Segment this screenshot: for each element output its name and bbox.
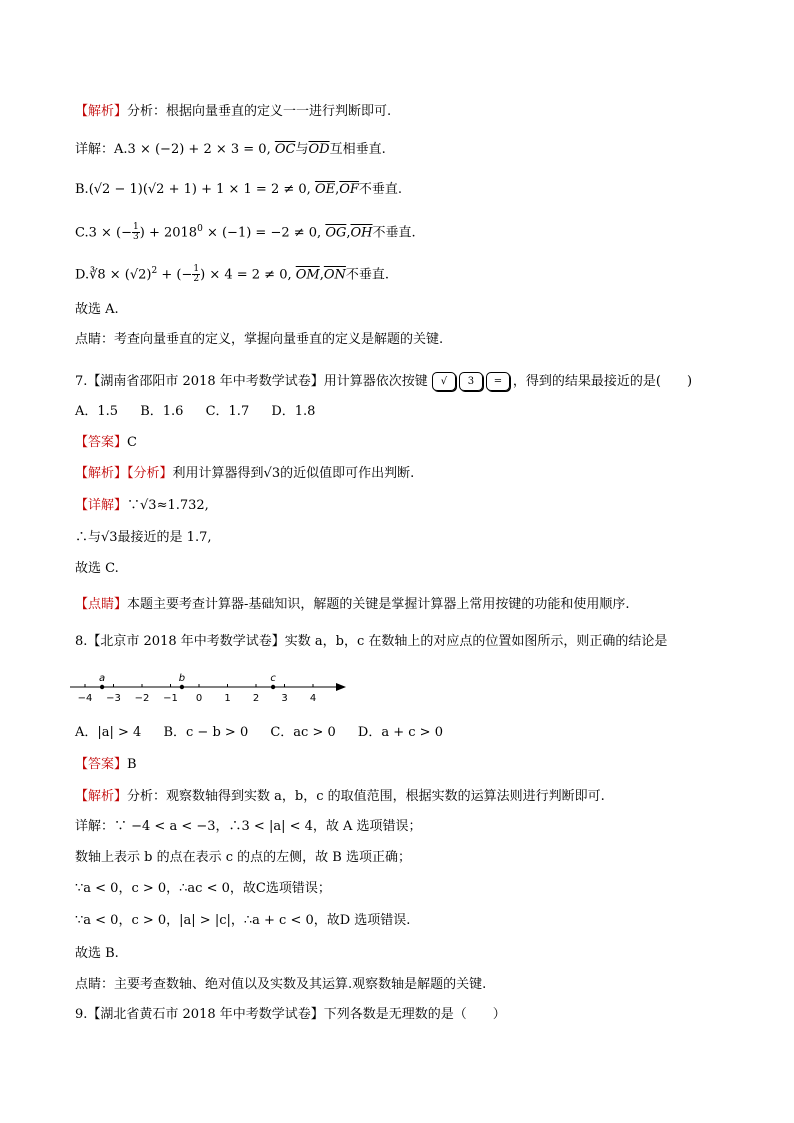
- q6-d-frac-den: 2: [193, 274, 200, 285]
- q6-detail-c: C.3 × (− $\frac{1}{3}$ ) + $2018^0 \times (-1) = -2 \ne 0$, $\overline{OG},\overline{OH}$不垂直.: [75, 222, 416, 243]
- q6-d-vector-2: $\overline{ON}$: [323, 267, 346, 283]
- q6-detail-b: B.(√2 − 1)(√2 + 1) + 1 × 1 = 2 ≠ 0, $\overline{OE},\overline{OF}$不垂直.: [75, 182, 403, 197]
- q6-detail-a: [75, 141, 386, 159]
- q6-c-frac-num: 1: [133, 222, 139, 233]
- q8-detail-2: 数轴上表示 b 的点在表示 c 的点的左侧，故 B 选项正确；: [75, 850, 411, 865]
- q8-answer-tag: 【答案】: [75, 757, 128, 772]
- q8-detail-3: ∵a < 0，c > 0，∴ac < 0，故C选项错误；: [75, 881, 331, 896]
- q7-jiexi-tag: 【解析】: [75, 466, 128, 481]
- number-line-point: [100, 685, 104, 689]
- number-line-point-label: b: [178, 673, 186, 684]
- q6-d-math-b: + (−: [157, 267, 193, 283]
- q6-d-fraction: [192, 265, 200, 284]
- q7-stem-b: ，得到的结果最接近的是( ): [512, 374, 693, 389]
- q8-answer-value: B: [127, 757, 137, 772]
- q7-option-b: B．1.6: [140, 404, 184, 419]
- calculator-equals-key-icon: =: [486, 372, 510, 391]
- q6-d-label: D.: [75, 267, 90, 283]
- q6-jiexi-tag: 【解析】: [75, 104, 128, 119]
- q7-options: [75, 403, 333, 421]
- q7-xiangjie-text: ∵√3≈1.732,: [127, 498, 209, 513]
- q8-choose: 故选 B.: [75, 946, 119, 961]
- number-line-tick-label: −2: [134, 693, 150, 704]
- q8-jiexi-text: 分析：观察数轴得到实数 a，b，c 的取值范围，根据实数的运算法则进行判断即可.: [127, 789, 605, 804]
- q7-detail: [75, 497, 209, 515]
- q7-stem-a: 7.【湖南省邵阳市 2018 年中考数学试卷】用计算器依次按键: [75, 374, 428, 389]
- number-line-tick-label: 0: [195, 693, 203, 704]
- q7-dianjing-tag: 【点睛】: [75, 597, 128, 612]
- q8-stem: 8.【北京市 2018 年中考数学试卷】实数 a，b，c 在数轴上的对应点的位置如图所示，则正确的结论是: [75, 634, 668, 649]
- q7-option-a: A．1.5: [75, 404, 119, 419]
- q8-dianjing: 点睛：主要考查数轴、绝对值以及实数及其运算.观察数轴是解题的关键.: [75, 977, 487, 992]
- number-line-tick-label: 4: [309, 693, 317, 704]
- q7-choose: 故选 C.: [75, 561, 119, 576]
- q7-xiangjie-tag: 【详解】: [75, 498, 128, 513]
- q6-a-vector-2: $\overline{OD}$: [308, 142, 330, 157]
- q7-fenxi-tag: 【分析】: [127, 466, 173, 481]
- q6-c-sup: 0: [197, 224, 203, 234]
- q6-a-mid: 与: [295, 142, 309, 157]
- q7-stem: [75, 372, 692, 391]
- q7-fenxi-text-a: 利用计算器得到: [172, 466, 264, 481]
- number-line-figure: [68, 668, 358, 708]
- q6-c-math-b: ) + 2018: [139, 225, 198, 241]
- number-line-tick-label: −1: [163, 693, 178, 704]
- q7-dianjing: [75, 596, 630, 614]
- number-line-tick-label: 3: [281, 693, 288, 704]
- q6-c-label: C.: [75, 225, 89, 241]
- q6-choose: 故选 A.: [75, 302, 119, 317]
- number-line-point-label: a: [99, 673, 106, 684]
- q6-c-end: 不垂直.: [372, 225, 416, 241]
- q8-detail-4: ∵a < 0，c > 0，|a| > |c|，∴a + c < 0，故D 选项错误.: [75, 913, 411, 928]
- q6-a-label: A.: [114, 142, 128, 157]
- q6-c-frac-den: 3: [133, 232, 139, 243]
- q8-jiexi-tag: 【解析】: [75, 789, 128, 804]
- number-line-arrow-icon: [336, 683, 346, 691]
- q7-dianjing-text: 本题主要考查计算器-基础知识，解题的关键是掌握计算器上常用按键的功能和使用顺序.: [127, 597, 630, 612]
- q6-dianjing: 点睛：考查向量垂直的定义，掌握向量垂直的定义是解题的关键.: [75, 332, 444, 347]
- q7-answer-tag: 【答案】: [75, 435, 128, 450]
- q6-detail-d: D.∛8 × $(√2)^2$ + (− $\frac{1}{2}$ ) × 4 = 2 ≠ 0, $\overline{OM},\overline{ON}$不垂直.: [75, 264, 390, 285]
- q6-b-vector-1: $\overline{OE}$: [314, 182, 336, 197]
- q7-fenxi-text-b: 的近似值即可作出判断.: [280, 466, 415, 481]
- q6-detail-prefix: 详解：: [75, 142, 115, 157]
- q6-d-vector-1: $\overline{OM}$: [295, 267, 320, 283]
- q8-option-a: A．|a| > 4: [75, 725, 142, 740]
- q8-answer: [75, 756, 137, 774]
- q8-detail-1: 详解：∵ −4 < a < −3，∴3 < |a| < 4，故 A 选项错误；: [75, 819, 422, 834]
- calculator-3-key-icon: 3: [459, 372, 483, 391]
- number-line-point-label: c: [270, 673, 276, 684]
- number-line-tick-label: −3: [106, 693, 121, 704]
- q6-d-sup: 2: [151, 266, 158, 276]
- q6-b-label: B.: [75, 182, 89, 197]
- q6-a-end: 互相垂直.: [329, 142, 386, 157]
- q7-therefore: ∴与√3最接近的是 1.7,: [75, 530, 212, 545]
- q6-c-fraction: [132, 223, 140, 242]
- q6-b-math: (√2 − 1)(√2 + 1) + 1 × 1 = 2 ≠ 0,: [88, 182, 311, 197]
- q7-answer: [75, 434, 137, 452]
- q6-c-vector-1: $\overline{OG}$: [325, 225, 347, 241]
- q6-d-frac-num: 1: [193, 264, 200, 275]
- q7-answer-value: C: [127, 435, 137, 450]
- q8-analysis: [75, 788, 605, 806]
- q7-option-c: C．1.7: [205, 404, 250, 419]
- q7-analysis: [75, 465, 414, 483]
- q6-a-vector-1: $\overline{OC}$: [274, 142, 296, 157]
- q7-fenxi-sqrt: √3: [263, 466, 281, 481]
- q8-option-c: C．ac > 0: [270, 725, 336, 740]
- number-line-tick-label: −4: [77, 693, 93, 704]
- q6-analysis-line: [75, 103, 391, 121]
- number-line-tick-label: 1: [224, 693, 231, 704]
- q6-jiexi-text: 分析：根据向量垂直的定义一一进行判断即可.: [127, 104, 392, 119]
- q7-option-d: D．1.8: [271, 404, 316, 419]
- q6-a-math: 3 × (−2) + 2 × 3 = 0,: [127, 142, 271, 157]
- number-line-point: [271, 685, 275, 689]
- q8-option-d: D．a + c > 0: [357, 725, 443, 740]
- q6-d-end: 不垂直.: [345, 267, 390, 283]
- q6-c-math-c: × (−1) = −2 ≠ 0,: [202, 225, 322, 241]
- calculator-sqrt-key-icon: √: [432, 372, 456, 391]
- q6-d-math-a: ∛8 × (√2): [89, 267, 152, 283]
- q8-options: [75, 724, 461, 742]
- q9-stem: 9.【湖北省黄石市 2018 年中考数学试卷】下列各数是无理数的是（ ）: [75, 1007, 506, 1022]
- q6-c-vector-2: $\overline{OH}$: [350, 225, 373, 241]
- q8-option-b: B．c − b > 0: [163, 725, 249, 740]
- q6-b-end: 不垂直.: [358, 182, 403, 197]
- q6-c-math-a: 3 × (−: [88, 225, 133, 241]
- number-line-point: [180, 685, 184, 689]
- q6-b-vector-2: $\overline{OF}$: [339, 182, 359, 197]
- number-line-tick-label: 2: [252, 693, 260, 704]
- q6-d-math-c: ) × 4 = 2 ≠ 0,: [200, 267, 292, 283]
